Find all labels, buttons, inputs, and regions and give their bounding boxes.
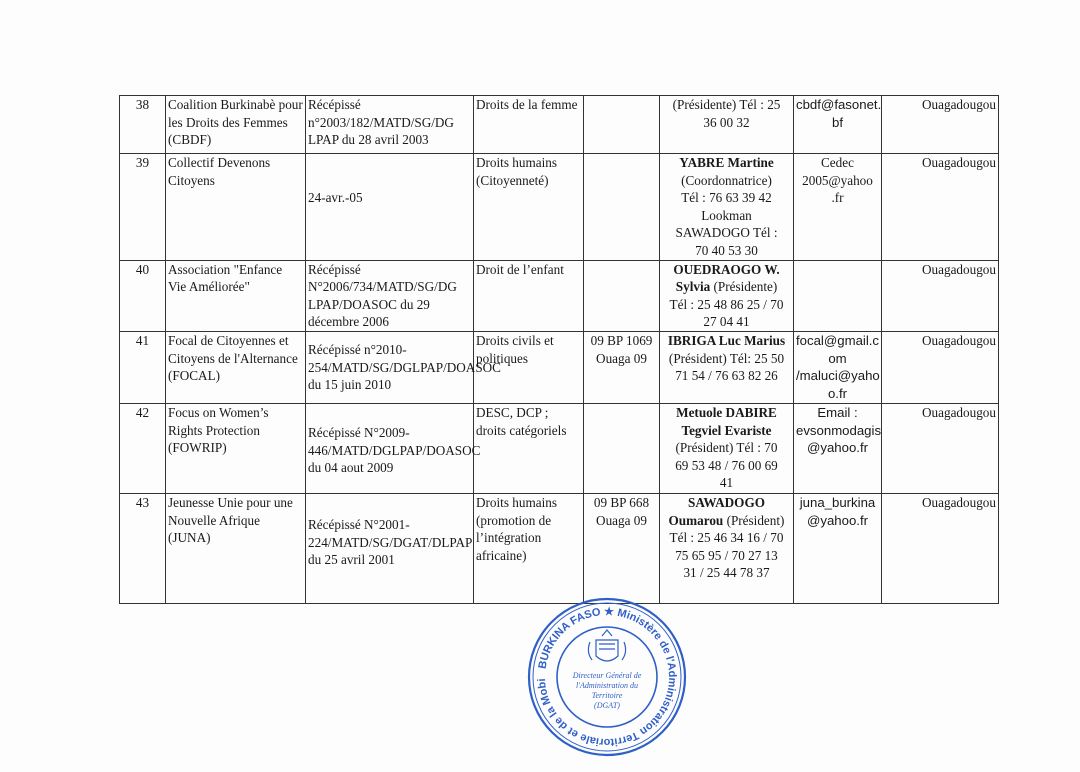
row-number: 38 xyxy=(120,96,166,154)
stamp-ring-text: BURKINA FASO ★ Ministère de l'Administration Territoriale et de la Mobi xyxy=(536,605,679,749)
contact-cell xyxy=(660,331,794,403)
bp-cell xyxy=(584,260,660,331)
city-name: Ouagadougou xyxy=(922,155,996,170)
contact-cell xyxy=(660,96,794,154)
contact-line xyxy=(662,278,791,296)
recepisse-text: Récépissé N°2009-446/MATD/DGLPAP/DOASOC du 04 aout 2009 xyxy=(308,424,481,476)
contact-role: (Président) xyxy=(726,512,785,528)
city-name: Ouagadougou xyxy=(922,494,996,510)
table-row xyxy=(120,331,999,403)
row-number: 39 xyxy=(120,154,166,261)
city-cell xyxy=(882,331,999,403)
contact-role: (Présidente) xyxy=(713,279,778,295)
stamp-graphic xyxy=(526,596,688,758)
email-line: @yahoo.fr xyxy=(806,440,869,456)
table-row xyxy=(120,154,999,261)
domain-cell: Droits humains (promotion de l’intégration africaine) xyxy=(474,493,584,603)
contact-line: (Présidente) Tél : 25 xyxy=(672,97,781,112)
email-line: cbdf@fasonet. xyxy=(796,97,882,112)
contact-line: 70 40 53 30 xyxy=(695,242,758,258)
svg-text:l'Administration du: l'Administration du xyxy=(576,681,638,690)
table-row xyxy=(120,493,999,603)
contact-line: Tegviel Evariste xyxy=(681,422,772,438)
email-line: .fr xyxy=(831,190,844,206)
contact-line: IBRIGA Luc Marius xyxy=(667,332,786,348)
contact-line: 69 53 48 / 76 00 69 xyxy=(675,457,778,473)
row-number: 41 xyxy=(120,331,166,403)
email-cell xyxy=(794,331,882,403)
domain-cell: DESC, DCP ; droits catégoriels xyxy=(474,403,584,493)
contact-line: Lookman xyxy=(701,207,752,223)
bp-cell xyxy=(584,493,660,603)
domain-cell: Droits civils et politiques xyxy=(474,331,584,403)
bp-cell xyxy=(584,403,660,493)
email-cell xyxy=(794,493,882,603)
contact-line: SAWADOGO xyxy=(688,494,765,510)
city-name: Ouagadougou xyxy=(922,332,996,348)
city-cell xyxy=(882,493,999,603)
email-line: bf xyxy=(832,114,843,130)
organization-name: Focal de Citoyennes et Citoyens de l'Alternance (FOCAL) xyxy=(166,331,306,403)
city-name: Ouagadougou xyxy=(922,261,996,277)
email-line: 2005@yahoo xyxy=(802,172,873,188)
email-cell xyxy=(794,403,882,493)
city-name: Ouagadougou xyxy=(922,404,996,420)
contact-cell xyxy=(660,154,794,261)
email-line: evsonmodagis xyxy=(796,422,882,438)
contact-cell xyxy=(660,260,794,331)
email-line: @yahoo.fr xyxy=(806,512,869,528)
svg-text:Territoire: Territoire xyxy=(591,691,623,700)
recepisse-cell xyxy=(306,493,474,603)
row-number: 42 xyxy=(120,403,166,493)
contact-line: SAWADOGO Tél : xyxy=(675,225,778,241)
city-name: Ouagadougou xyxy=(922,97,996,112)
city-cell xyxy=(882,96,999,154)
email-line: /maluci@yaho xyxy=(796,368,880,384)
bp-line: Ouaga 09 xyxy=(596,350,647,366)
contact-line: Tél : 25 46 34 16 / 70 xyxy=(669,530,784,546)
contact-line: Metuole DABIRE xyxy=(676,404,777,420)
contact-line: Tél : 25 48 86 25 / 70 xyxy=(669,296,784,312)
email-cell xyxy=(794,154,882,261)
table-row xyxy=(120,96,999,154)
bp-line: Ouaga 09 xyxy=(596,512,647,528)
official-stamp xyxy=(526,596,688,758)
organization-name: Jeunesse Unie pour une Nouvelle Afrique (JUNA) xyxy=(166,493,306,603)
domain-cell: Droits humains (Citoyenneté) xyxy=(474,154,584,261)
contact-line: 71 54 / 76 63 82 26 xyxy=(675,368,778,384)
coat-of-arms-icon xyxy=(588,630,625,661)
contact-cell xyxy=(660,493,794,603)
organization-name: Association "Enfance Vie Améliorée" xyxy=(166,260,306,331)
organization-name: Collectif Devenons Citoyens xyxy=(166,154,306,261)
recepisse-cell: Récépissé n°2010-254/MATD/SG/DGLPAP/DOASOC du 15 juin 2010 xyxy=(306,331,474,403)
bp-cell xyxy=(584,331,660,403)
contact-line: (Coordonnatrice) xyxy=(681,172,772,188)
recepisse-cell xyxy=(306,154,474,261)
email-line: Cedec xyxy=(821,155,854,170)
bp-line: 09 BP 1069 xyxy=(590,332,653,348)
recepisse-text: Récépissé N°2001-224/MATD/SG/DGAT/DLPAP du 25 avril 2001 xyxy=(308,516,472,568)
email-cell xyxy=(794,96,882,154)
bp-cell xyxy=(584,154,660,261)
email-line: juna_burkina xyxy=(799,494,876,510)
contact-line: 27 04 41 xyxy=(703,314,750,330)
contact-line: Tél : 76 63 39 42 xyxy=(681,190,772,206)
bp-cell xyxy=(584,96,660,154)
email-line: focal@gmail.c xyxy=(796,332,880,348)
bp-line: 09 BP 668 xyxy=(593,494,650,510)
recepisse-cell xyxy=(306,403,481,493)
registry-table xyxy=(119,95,999,604)
row-number: 40 xyxy=(120,260,166,331)
city-cell xyxy=(882,403,999,493)
contact-name: Oumarou xyxy=(668,512,724,528)
contact-cell xyxy=(660,403,794,493)
svg-text:(DGAT): (DGAT) xyxy=(594,701,620,710)
contact-line: 75 65 95 / 70 27 13 xyxy=(675,547,778,563)
svg-text:Directeur Général de: Directeur Général de xyxy=(572,671,642,680)
contact-line: (Président) Tél : 70 xyxy=(675,440,778,456)
email-line: Email : xyxy=(817,404,858,420)
contact-line: (Président) Tél: 25 50 xyxy=(668,350,785,366)
contact-line: OUEDRAOGO W. xyxy=(673,261,780,277)
recepisse-cell: Récépissé n°2003/182/MATD/SG/DG LPAP du 28 avril 2003 xyxy=(306,96,474,154)
city-cell xyxy=(882,260,999,331)
contact-name: Sylvia xyxy=(675,279,711,295)
contact-line: YABRE Martine xyxy=(679,155,774,170)
row-number: 43 xyxy=(120,493,166,603)
contact-line: 31 / 25 44 78 37 xyxy=(683,565,770,581)
contact-line xyxy=(662,512,791,530)
contact-line: 36 00 32 xyxy=(703,114,750,130)
contact-line: 41 xyxy=(719,475,734,491)
email-cell xyxy=(794,260,882,331)
recepisse-cell: Récépissé N°2006/734/MATD/SG/DG LPAP/DOASOC du 29 décembre 2006 xyxy=(306,260,474,331)
table-row xyxy=(120,260,999,331)
table-row xyxy=(120,403,999,493)
recepisse-date: 24-avr.-05 xyxy=(308,190,363,205)
city-cell xyxy=(882,154,999,261)
domain-cell: Droit de l’enfant xyxy=(474,260,584,331)
email-line: om xyxy=(828,350,847,366)
email-line: o.fr xyxy=(827,385,848,401)
stamp-center-text xyxy=(572,671,642,710)
organization-name: Focus on Women’s Rights Protection (FOWRIP) xyxy=(166,403,306,493)
organization-name: Coalition Burkinabè pour les Droits des Femmes (CBDF) xyxy=(166,96,306,154)
domain-cell: Droits de la femme xyxy=(474,96,584,154)
